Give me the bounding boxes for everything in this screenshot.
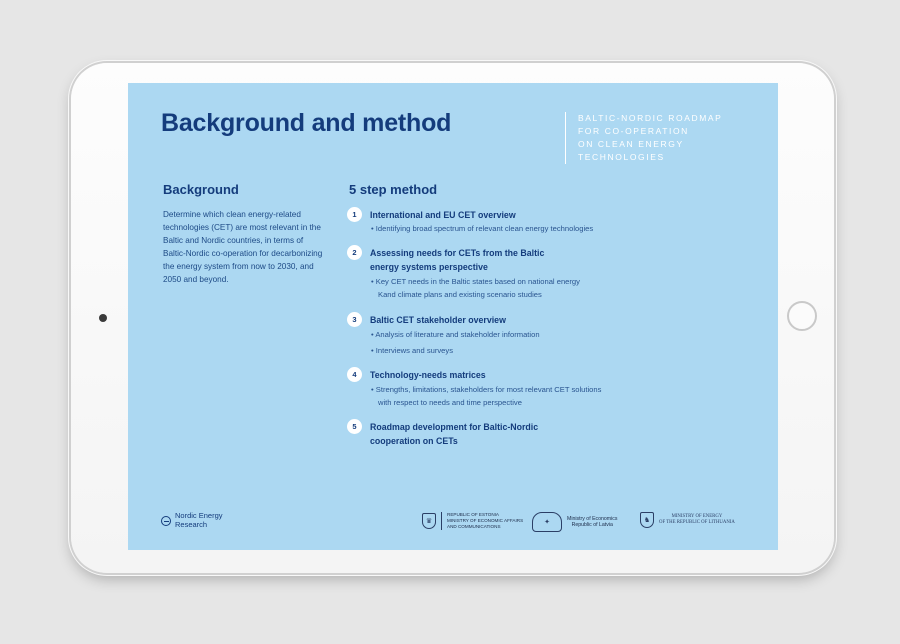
step-title: Assessing needs for CETs from the Baltic energy systems perspective xyxy=(370,248,545,272)
bullet-line: • Interviews and surveys xyxy=(371,345,454,355)
front-camera xyxy=(99,314,107,322)
step-number-badge: 3 xyxy=(347,312,362,327)
logo-text-line: Ministry of Economics xyxy=(567,515,618,522)
step-number-badge: 5 xyxy=(347,419,362,434)
tagline-line: TECHNOLOGIES xyxy=(578,152,665,162)
step-title: Roadmap development for Baltic-Nordic cooperation on CETs xyxy=(370,422,539,446)
step-bullet xyxy=(371,345,671,358)
bullet-line: • Strengths, limitations, stakeholders for most relevant CET solutions xyxy=(371,385,602,394)
estonia-ministry-logo xyxy=(422,512,523,530)
step-number-badge: 4 xyxy=(347,367,362,382)
latvia-ministry-logo xyxy=(532,512,617,532)
slide-title: Background and method xyxy=(161,109,452,137)
tagline-line: FOR CO-OPERATION xyxy=(578,126,689,136)
step-number-badge: 1 xyxy=(347,207,362,222)
step-bullets xyxy=(371,276,671,304)
logo-divider xyxy=(441,512,442,530)
bullet-line-continued: Kand climate plans and existing scenario studies xyxy=(378,289,542,299)
lithuania-crest-icon: ♞ xyxy=(640,512,654,528)
logo-text-line: MINISTRY OF ECONOMIC AFFAIRS xyxy=(447,518,524,523)
nordic-energy-logo-icon xyxy=(161,516,171,526)
step-title: International and EU CET overview xyxy=(370,210,516,220)
method-heading: 5 step method xyxy=(349,182,438,197)
background-heading: Background xyxy=(163,182,239,197)
logo-text-line: Research xyxy=(175,519,208,529)
lithuania-ministry-logo xyxy=(640,512,735,528)
latvia-emblem-icon: ✦ xyxy=(532,512,562,532)
step-title: Baltic CET stakeholder overview xyxy=(370,315,506,325)
step-bullets xyxy=(371,329,671,360)
step-bullet xyxy=(371,223,671,236)
bullet-line: • Analysis of literature and stakeholder information xyxy=(371,330,540,339)
step-bullet xyxy=(371,276,671,301)
slide-screen xyxy=(128,83,778,550)
tagline-line: ON CLEAN ENERGY xyxy=(578,139,684,149)
step-title: Technology-needs matrices xyxy=(370,370,486,380)
estonia-crest-icon: ♛ xyxy=(422,513,436,529)
logo-text-line: MINISTRY OF ENERGY xyxy=(671,514,723,519)
step-bullets xyxy=(371,223,671,239)
tagline-line: BALTIC-NORDIC ROADMAP xyxy=(578,113,723,123)
logo-text-line: AND COMMUNICATIONS xyxy=(447,524,501,529)
bullet-line: • Identifying broad spectrum of relevant clean energy technologies xyxy=(371,224,594,233)
step-bullets xyxy=(371,384,671,412)
step-bullet xyxy=(371,329,671,342)
bullet-line-continued: with respect to needs and time perspective xyxy=(378,397,522,407)
step-number-badge: 2 xyxy=(347,245,362,260)
bullet-line: • Key CET needs in the Baltic states based on national energy xyxy=(371,277,580,286)
logo-text-line: Nordic Energy xyxy=(175,511,223,520)
project-tagline xyxy=(565,112,778,164)
logo-text-line: OF THE REPUBLIC OF LITHUANIA xyxy=(659,520,735,525)
step-bullet xyxy=(371,384,671,409)
logo-text-line: REPUBLIC OF ESTONIA xyxy=(447,512,499,517)
background-text: Determine which clean energy-related technologies (CET) are most relevant in the Baltic and Nordic countries, in terms of Baltic-Nordic co-operation for decarbonizing the energy system from now to 2030, and 2050 and beyond. xyxy=(163,210,323,284)
home-button[interactable] xyxy=(787,301,817,331)
logo-text-line: Republic of Latvia xyxy=(571,522,613,528)
nordic-energy-research-logo xyxy=(161,512,223,529)
